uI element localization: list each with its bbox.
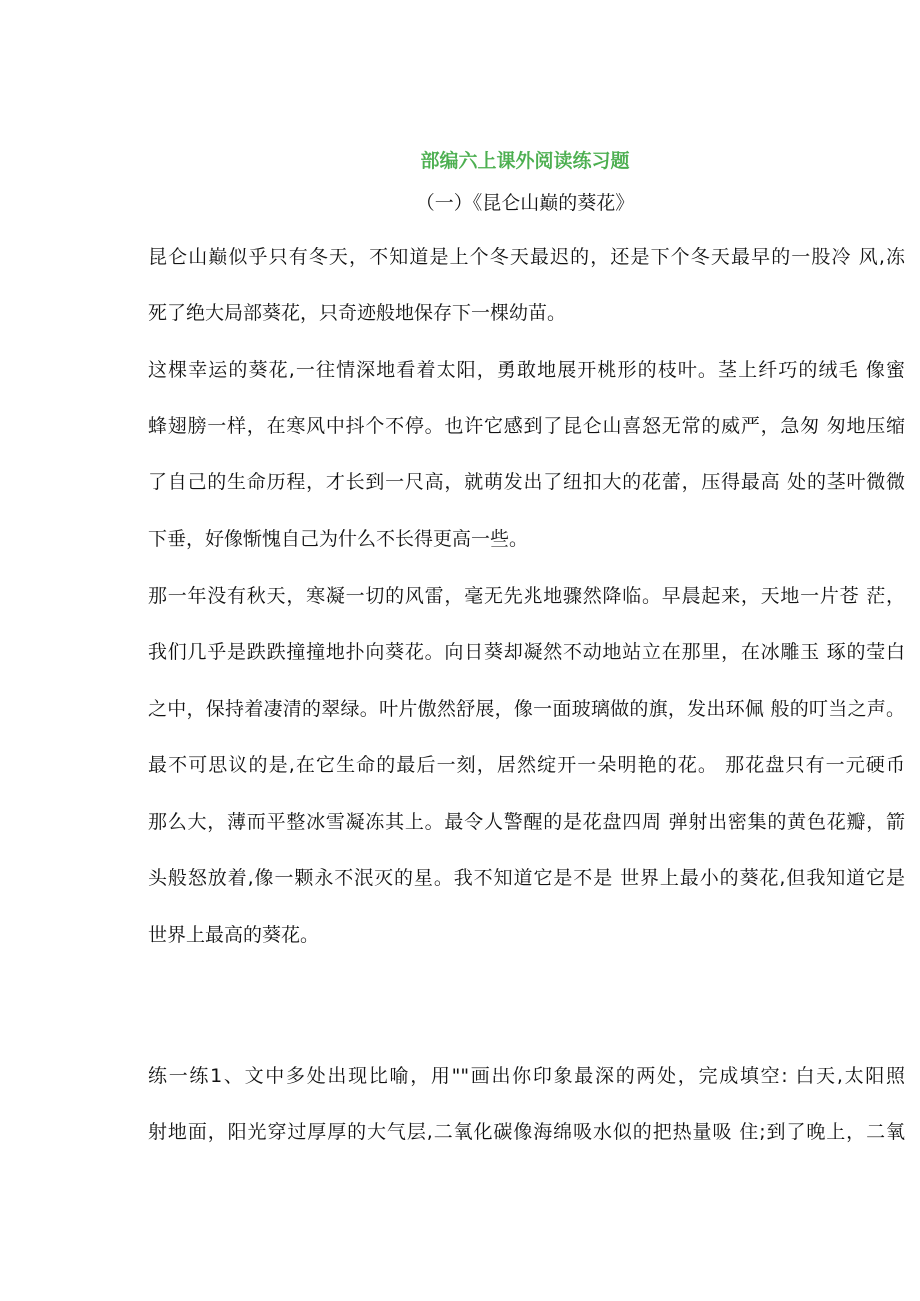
document-subtitle: （一）《昆仑山巅的葵花》 [415, 192, 635, 214]
text-line: 昆仑山巅似乎只有冬天，不知道是上个冬天最迟的，还是下个冬天最早的一股冷 风,冻 [148, 246, 905, 268]
text-line: 世界上最高的葵花。 [148, 924, 320, 946]
document-title: 部编六上课外阅读练习题 [420, 150, 630, 172]
exercise-line: 练一练1、文中多处出现比喻，用""画出你印象最深的两处，完成填空: 白天,太阳照 [148, 1065, 905, 1087]
text-line: 蜂翅膀一样，在寒风中抖个不停。也许它感到了昆仑山喜怒无常的威严，急匆 匆地压缩 [148, 415, 905, 437]
text-line: 这棵幸运的葵花,一往情深地看着太阳，勇敢地展开桃形的枝叶。茎上纤巧的绒毛 像蜜 [148, 359, 905, 381]
exercise-line: 射地面，阳光穿过厚厚的大气层,二氧化碳像海绵吸水似的把热量吸 住;到了晚上，二氧 [148, 1121, 905, 1143]
text-line: 那一年没有秋天，寒凝一切的风雷，毫无先兆地骤然降临。早晨起来，天地一片苍 茫， [148, 585, 905, 607]
text-line: 我们几乎是跌跌撞撞地扑向葵花。向日葵却凝然不动地站立在那里，在冰雕玉 琢的莹白 [148, 641, 905, 663]
text-line: 下垂，好像惭愧自己为什么不长得更高一些。 [148, 528, 529, 550]
text-line: 最不可思议的是,在它生命的最后一刻，居然绽开一朵明艳的花。 那花盘只有一元硬币 [148, 754, 905, 776]
text-line: 死了绝大局部葵花，只奇迹般地保存下一棵幼苗。 [148, 302, 567, 324]
text-line: 头般怒放着,像一颗永不泯灭的星。我不知道它是不是 世界上最小的葵花,但我知道它是 [148, 867, 905, 889]
text-line: 了自己的生命历程，才长到一尺高，就萌发出了纽扣大的花蕾，压得最高 处的茎叶微微 [148, 471, 905, 493]
text-line: 之中，保持着凄清的翠绿。叶片傲然舒展，像一面玻璃做的旗，发出环佩 般的叮当之声。 [148, 698, 905, 720]
text-line: 那么大，薄而平整冰雪凝冻其上。最令人警醒的是花盘四周 弹射出密集的黄色花瓣，箭 [148, 811, 905, 833]
